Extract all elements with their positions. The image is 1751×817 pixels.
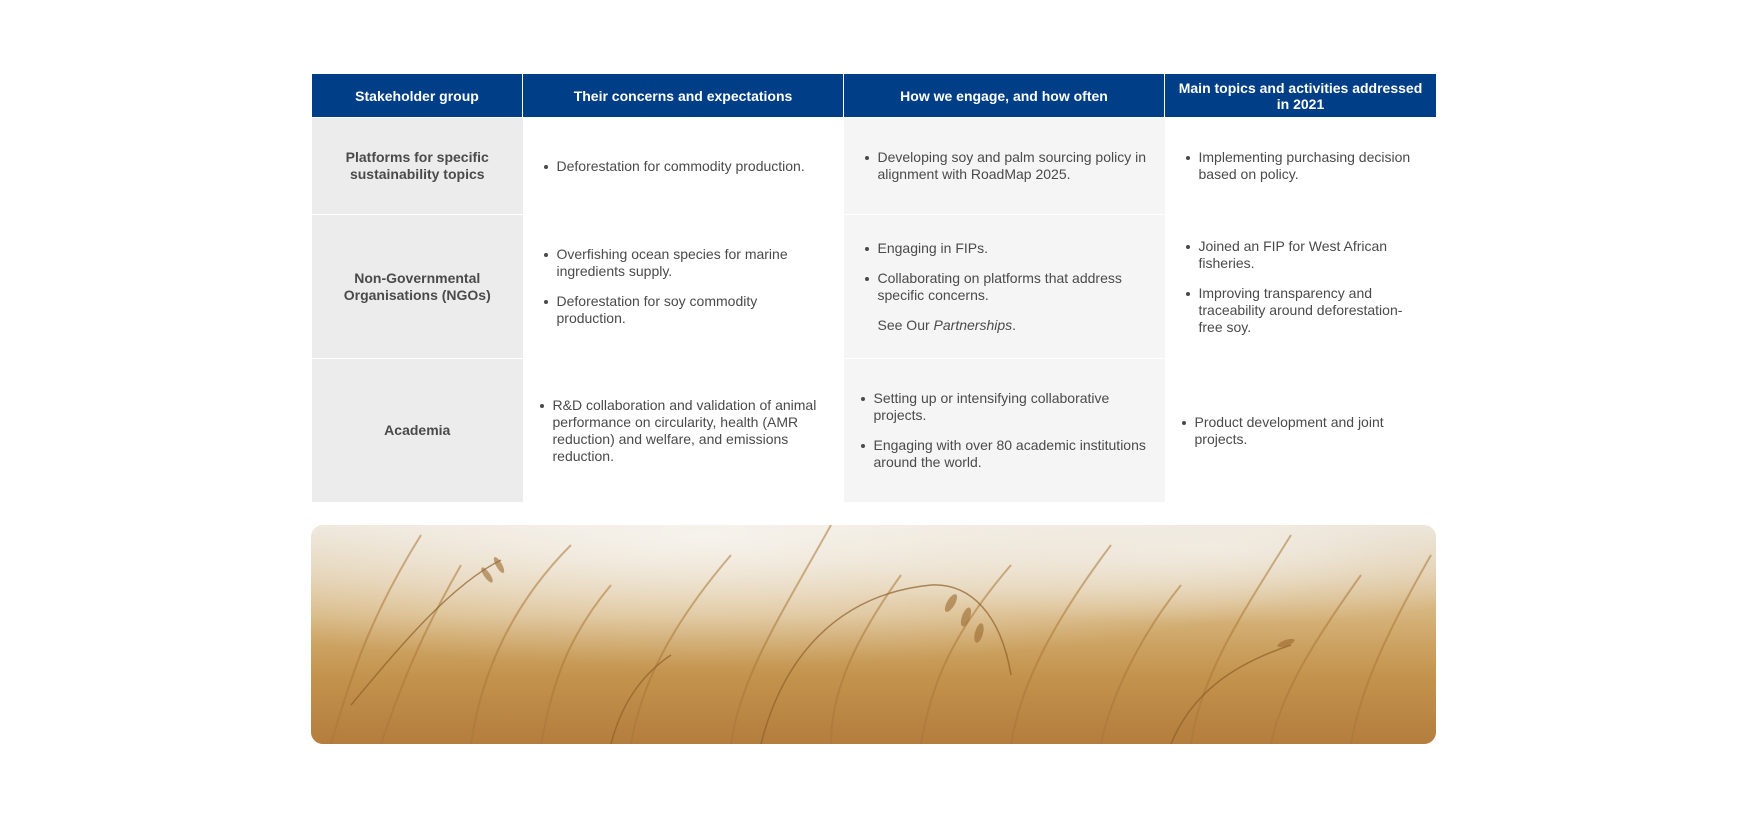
table-row <box>312 359 1436 503</box>
stakeholder-group-cell: Non-Governmental Organisations (NGOs) <box>312 215 523 359</box>
header-engagement: How we engage, and how often <box>844 74 1165 118</box>
list-item: Setting up or intensifying collaborative projects. <box>860 390 1147 424</box>
grass-illustration <box>311 525 1436 744</box>
note-prefix: See Our <box>877 316 934 333</box>
engagement-cell <box>844 118 1165 215</box>
list-item: Deforestation for commodity production. <box>543 158 826 175</box>
header-stakeholder-group: Stakeholder group <box>312 74 523 118</box>
list-item: Improving transparency and traceability around deforestation-free soy. <box>1185 285 1419 336</box>
note-suffix: . <box>1012 316 1017 333</box>
list-item: Overfishing ocean species for marine ingredients supply. <box>543 246 826 280</box>
list-item: Deforestation for soy commodity production. <box>543 293 826 327</box>
engagement-cell <box>844 215 1165 359</box>
partnerships-note <box>864 317 1147 334</box>
list-item: Implementing purchasing decision based on policy. <box>1185 149 1419 183</box>
list-item: Developing soy and palm sourcing policy in alignment with RoadMap 2025. <box>864 149 1147 183</box>
table-header-row <box>312 74 1436 118</box>
concerns-cell <box>523 359 844 503</box>
list-item: Collaborating on platforms that address specific concerns. <box>864 270 1147 304</box>
list-item: Product development and joint projects. <box>1181 414 1419 448</box>
concerns-cell <box>523 215 844 359</box>
list-item: Engaging in FIPs. <box>864 240 1147 257</box>
header-concerns: Their concerns and expectations <box>523 74 844 118</box>
list-item: Engaging with over 80 academic institutions around the world. <box>860 437 1147 471</box>
engagement-cell <box>844 359 1165 503</box>
stakeholder-group-cell: Academia <box>312 359 523 503</box>
topics-cell <box>1165 215 1437 359</box>
table-row <box>312 118 1436 215</box>
topics-cell <box>1165 118 1437 215</box>
stakeholder-group-cell: Platforms for specific sustainability topics <box>312 118 523 215</box>
concerns-cell <box>523 118 844 215</box>
stakeholder-table-wrapper <box>312 74 1436 502</box>
stakeholder-table <box>312 74 1436 502</box>
topics-cell <box>1165 359 1437 503</box>
table-row <box>312 215 1436 359</box>
list-item: R&D collaboration and validation of animal performance on circularity, health (AMR reduction) and welfare, and emissions reduction. <box>539 397 826 465</box>
partnerships-link[interactable]: Partnerships <box>933 316 1013 333</box>
header-topics: Main topics and activities addressed in 2021 <box>1165 74 1437 118</box>
wheat-field-photo <box>311 525 1436 744</box>
list-item: Joined an FIP for West African fisheries. <box>1185 238 1419 272</box>
